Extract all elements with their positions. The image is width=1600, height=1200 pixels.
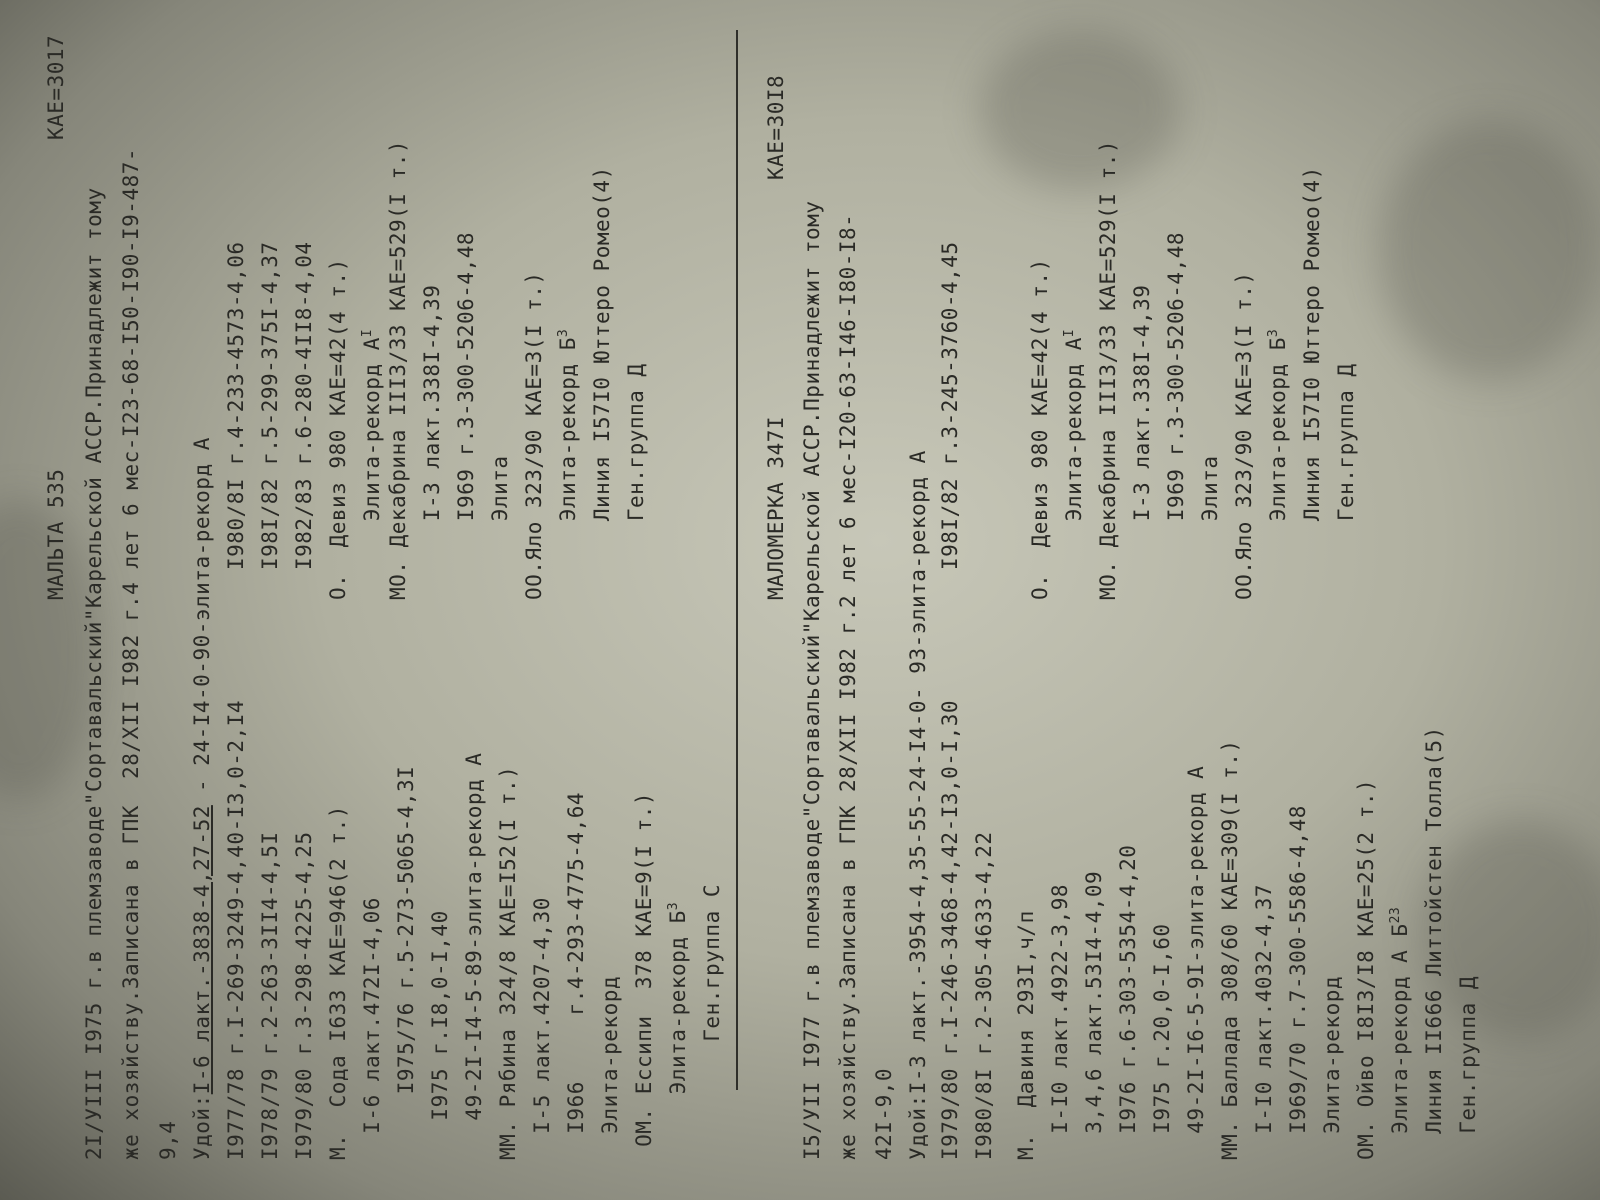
dam: М. Сода I633 КАЕ=946(2 т.) bbox=[326, 805, 350, 1160]
pedigree-line: Линия I57I0 Юттеро Ромео(4) bbox=[1300, 166, 1324, 600]
document-page bbox=[20, 20, 1580, 1180]
pedigree-line bbox=[1058, 329, 1091, 600]
pedigree-line: I975 г.20,0-I,60 bbox=[1150, 923, 1174, 1160]
pedigree-line: Элита-рекорд bbox=[598, 975, 622, 1160]
yield-underlined: I-6 лакт.-3838-4,27-52 bbox=[190, 805, 214, 1095]
lactation-left: I979/80 г.3-298-4225-4,25 bbox=[292, 831, 316, 1160]
dam: М. Давиня 293I,ч/п bbox=[1014, 910, 1038, 1160]
pedigree-line: I975 г.I8,0-I,40 bbox=[428, 910, 452, 1160]
lactation-left: I979/80 г.I-246-3468-4,42-I3,0-I,30 bbox=[938, 699, 962, 1160]
pedigree-line: Ген.группа Д bbox=[624, 363, 648, 600]
pedigree-line: I-5 лакт.4207-4,30 bbox=[530, 897, 554, 1160]
dams-dam: ММ. Баллада 308/60 КАЕ=309(I т.) bbox=[1218, 739, 1242, 1160]
pedigree-line: I976 г.6-303-5354-4,20 bbox=[1116, 844, 1140, 1160]
pedigree-text: Элита-рекорд А bbox=[360, 337, 384, 600]
superscript: 3 bbox=[556, 328, 571, 338]
birth-line: же хозяйству.Записана в ГПК 28/XII I982 г.4 лет 6 мес-I23-68-I50-I90-I9-487- bbox=[119, 147, 143, 1160]
superscript: I bbox=[360, 328, 375, 338]
dams-dam: ММ. Рябина 324/8 КАЕ=I52(I т.) bbox=[496, 765, 520, 1160]
pedigree-line: I969 г.3-300-5206-4,48 bbox=[1164, 231, 1188, 600]
pedigree-line: I-I0 лакт.4922-3,98 bbox=[1048, 883, 1072, 1160]
card-divider bbox=[736, 30, 738, 1090]
sires-sire: ОО.Яло 323/90 КАЕ=3(I т.) bbox=[522, 271, 546, 600]
pedigree-line: Линия I57I0 Юттеро Ромео(4) bbox=[590, 166, 614, 600]
superscript: 2 bbox=[1388, 915, 1403, 924]
pedigree-text: Элита-рекорд Б bbox=[1266, 337, 1290, 600]
pedigree-line: Элита bbox=[488, 455, 512, 600]
pedigree-line: I975/76 г.5-273-5065-4,3I bbox=[394, 765, 418, 1160]
lactation-right: I98I/82 г.5-299-375I-4,37 bbox=[258, 241, 282, 570]
lactation-left: I980/8I г.2-305-4633-4,22 bbox=[972, 831, 996, 1160]
pedigree-line: I-3 лакт.338I-4,39 bbox=[420, 284, 444, 600]
superscript: 3 bbox=[1388, 906, 1403, 916]
birth-line: 9,4 bbox=[156, 1120, 180, 1160]
pedigree-line: I966 г.4-293-4775-4,64 bbox=[564, 791, 588, 1160]
sire: О. Девиз 980 КАЕ=42(4 т.) bbox=[326, 258, 350, 600]
card-code: КАЕ=30I8 bbox=[764, 74, 788, 180]
pedigree-line: I-6 лакт.472I-4,06 bbox=[360, 897, 384, 1160]
card-title: МАЛЬТА 535 bbox=[44, 468, 68, 600]
pedigree-line: Линия II666 Литтойстен Толла(5) bbox=[1422, 726, 1446, 1160]
pedigree-line: Элита bbox=[1198, 455, 1222, 600]
sires-dam: МО. Декабрина III3/33 КАЕ=529(I т.) bbox=[386, 139, 410, 600]
birth-line: I5/УII I977 г.в племзаводе"Сортавальский"Карельской АССР.Принадлежит тому bbox=[800, 200, 824, 1160]
pedigree-line: I969/70 г.7-300-5586-4,48 bbox=[1286, 805, 1310, 1160]
pedigree-line: Ген.группа С bbox=[700, 883, 724, 1160]
dams-sire: ОМ. Ессипи 378 КАЕ=9(I т.) bbox=[632, 791, 656, 1160]
pedigree-text: Элита-рекорд А bbox=[1062, 337, 1086, 600]
lactation-left: I977/78 г.I-269-3249-4,40-I3,0-2,I4 bbox=[224, 699, 248, 1160]
yield-prefix: Удой: bbox=[906, 1094, 930, 1160]
yield-line bbox=[186, 437, 219, 1160]
superscript: I bbox=[1062, 328, 1077, 338]
pedigree-line: I-3 лакт.338I-4,39 bbox=[1130, 284, 1154, 600]
lactation-right: I980/8I г.4-233-4573-4,06 bbox=[224, 241, 248, 570]
pedigree-line bbox=[1384, 907, 1417, 1160]
sires-dam: МО. Декабрина III3/33 КАЕ=529(I т.) bbox=[1096, 139, 1120, 600]
pedigree-text: Элита-рекорд Б bbox=[666, 910, 690, 1160]
yield-prefix: Удой: bbox=[190, 1094, 214, 1160]
dams-sire: ОМ. Ойво I8I3/I8 КАЕ=25(2 т.) bbox=[1354, 778, 1378, 1160]
pedigree-line: 49-2I-I6-5-9I-элита-рекорд А bbox=[1184, 765, 1208, 1160]
pedigree-line: 49-2I-I4-5-89-элита-рекорд А bbox=[462, 752, 486, 1160]
birth-line: 42I-9,0 bbox=[872, 1067, 896, 1160]
pedigree-line: Элита-рекорд bbox=[1320, 975, 1344, 1160]
yield-rest: I-3 лакт.-3954-4,35-55-24-I4-0- 93-элита-рекорд А bbox=[906, 450, 930, 1095]
pedigree-line: Ген.группа Д bbox=[1334, 363, 1358, 600]
pedigree-line: I-I0 лакт.4032-4,37 bbox=[1252, 883, 1276, 1160]
pedigree-line: 3,4,6 лакт.53I4-4,09 bbox=[1082, 870, 1106, 1160]
sires-sire: ОО.Яло 323/90 КАЕ=3(I т.) bbox=[1232, 271, 1256, 600]
birth-line: 2I/УIII I975 г.в племзаводе"Сортавальский"Карельской АССР.Принадлежит тому bbox=[82, 187, 106, 1160]
pedigree-line: I969 г.3-300-5206-4,48 bbox=[454, 231, 478, 600]
pedigree-line bbox=[552, 329, 585, 600]
pedigree-text: Элита-рекорд Б bbox=[556, 337, 580, 600]
lactation-right: I98I/82 г.3-245-3760-4,45 bbox=[938, 241, 962, 570]
pedigree-line: Ген.группа Д bbox=[1456, 975, 1480, 1160]
yield-rest: - 24-I4-0-90-элита-рекорд А bbox=[190, 437, 214, 806]
pedigree-line bbox=[662, 902, 695, 1160]
superscript: 3 bbox=[1266, 328, 1281, 338]
sire: О. Девиз 980 КАЕ=42(4 т.) bbox=[1028, 258, 1052, 600]
pedigree-line bbox=[1262, 329, 1295, 600]
superscript: 3 bbox=[666, 901, 681, 911]
card-title: МАЛОМЕРКА 347I bbox=[764, 415, 788, 600]
yield-line bbox=[902, 450, 935, 1160]
birth-line: же хозяйству.Записана в ГПК 28/XII I982 г.2 лет 6 мес-I20-63-I46-I80-I8- bbox=[836, 213, 860, 1160]
lactation-right: I982/83 г.6-280-4II8-4,04 bbox=[292, 241, 316, 570]
card-code: КАЕ=3017 bbox=[44, 34, 68, 140]
pedigree-text: Элита-рекорд А Б bbox=[1388, 923, 1412, 1160]
lactation-left: I978/79 г.2-263-3II4-4,5I bbox=[258, 831, 282, 1160]
